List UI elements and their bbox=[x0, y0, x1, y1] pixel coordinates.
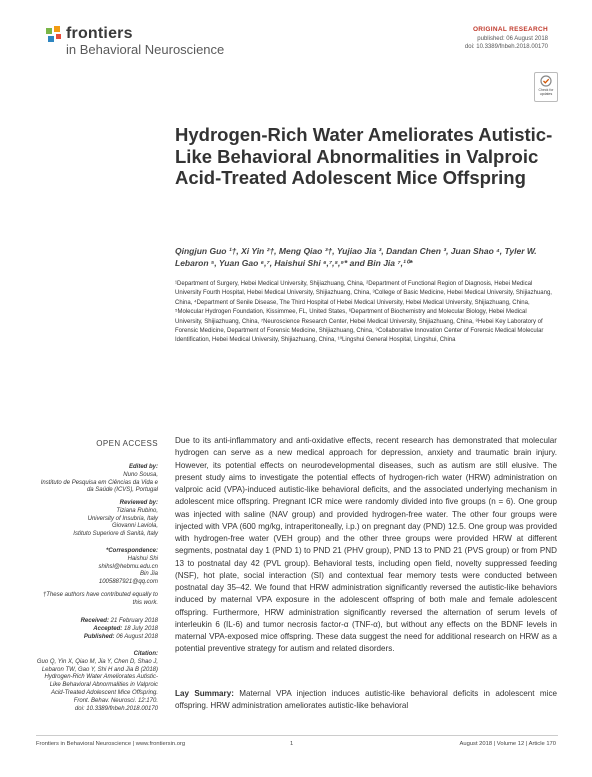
edited-by-block bbox=[36, 464, 158, 495]
equal-contribution-text: †These authors have contributed equally to this work. bbox=[42, 592, 158, 606]
citation-label: Citation: bbox=[133, 651, 158, 657]
lay-summary-text: Maternal VPA injection induces autistic-like behavioral deficits in adolescent mice offspring. HRW administration ameliorates autistic-like behavioral bbox=[175, 689, 558, 711]
corresponding-author-name: Bin Jia bbox=[139, 571, 158, 578]
corresponding-author-name: Haishui Shi bbox=[127, 555, 158, 562]
lay-summary bbox=[175, 688, 557, 713]
received-label: Received: bbox=[80, 618, 109, 624]
citation-text: Guo Q, Yin X, Qiao M, Jia Y, Chen D, Shao J, Lebaron TW, Gao Y, Shi H and Jia B (2018) Hydrogen-Rich Water Ameliorates Autistic-Like Behavioral Abnormalities in Valproic Acid-Treated Adolescent Mice Offspring. bbox=[36, 658, 158, 696]
footer-journal[interactable]: Frontiers in Behavioral Neuroscience | www.frontiersin.org bbox=[36, 741, 186, 747]
reviewer-affiliation: Istituto Superiore di Sanità, Italy bbox=[73, 531, 158, 538]
footer-volume: August 2018 | Volume 12 | Article 170 bbox=[459, 741, 556, 747]
page-number: 1 bbox=[290, 741, 294, 747]
reviewer-affiliation: University of Insubria, Italy bbox=[87, 515, 158, 522]
citation-journal: Front. Behav. Neurosci. 12:170. bbox=[73, 697, 158, 704]
published-label: Published: bbox=[83, 633, 115, 640]
reviewer-name: Tiziana Rubino, bbox=[116, 507, 158, 514]
reviewed-by-block bbox=[36, 500, 158, 539]
published-date: published: 06 August 2018 bbox=[477, 36, 548, 42]
journal-brand: frontiers bbox=[66, 25, 133, 42]
edited-by-label: Edited by: bbox=[128, 464, 158, 470]
citation-block bbox=[36, 651, 158, 713]
editor-affiliation: Instituto de Pesquisa em Ciências da Vida e da Saúde (ICVS), Portugal bbox=[40, 479, 158, 494]
frontiers-logo-icon bbox=[44, 26, 64, 46]
reviewer-name: Giovanni Laviola, bbox=[111, 523, 158, 530]
check-for-updates-badge[interactable] bbox=[534, 72, 558, 102]
published-date-sidebar: 06 August 2018 bbox=[116, 633, 158, 640]
article-title: Hydrogen-Rich Water Ameliorates Autistic-Like Behavioral Abnormalities in Valproic Acid-Treated Adolescent Mice Offspring bbox=[175, 124, 553, 188]
journal-name: in Behavioral Neuroscience bbox=[66, 42, 225, 57]
corresponding-author-email[interactable]: 1005887921@qq.com bbox=[98, 579, 158, 586]
author-list: Qingjun Guo ¹†, Xi Yin ²†, Meng Qiao ³†, Yujiao Jia ³, Dandan Chen ³, Juan Shao ⁴, Tyler W. Lebaron ⁵, Yuan Gao ⁶,⁷, Haishui Shi ⁶,⁷,⁸,⁹* and Bin Jia ⁷,¹⁰* bbox=[175, 246, 537, 268]
affiliations: ¹Department of Surgery, Hebei Medical University, Shijiazhuang, China, ²Department of Functional Region of Diagnosis, Hebei Medical University Fourth Hospital, Hebei Medical University, Shijiazhuang, China, ³College of Basic Medicine, Hebei Medical University, Shijiazhuang, China, ⁴Department of Senile Disease, The Third Hospital of Hebei Medical University, Hebei Medical University, Shijiazhuang, China, ⁵Molecular Hydrogen Foundation, Kissimmee, FL, United States, ⁶Department of Biochemistry and Molecular Biology, Hebei Medical University, Shijiazhuang, China, ⁷Neuroscience Research Center, Hebei Medical University, Shijiazhuang, China, ⁸Hebei Key Laboratory of Forensic Medicine, Department of Forensic Medicine, Shijiazhuang, China, ⁹Collaborative Innovation Center of Forensic Medical Molecular Identification, Hebei Medical University, Shijiazhuang, China, ¹⁰Lingshui General Hospital, Lingshui, China bbox=[175, 281, 552, 344]
reviewed-by-label: Reviewed by: bbox=[119, 500, 158, 506]
correspondence-block bbox=[36, 548, 158, 587]
editor-name: Nuno Sousa, bbox=[123, 471, 158, 478]
corresponding-author-email[interactable]: shihsl@hebmu.edu.cn bbox=[98, 563, 158, 570]
equal-contribution-note bbox=[36, 592, 158, 608]
check-updates-label: Check for updates bbox=[538, 88, 554, 96]
abstract-text: Due to its anti-inflammatory and anti-oxidative effects, recent research has demonstrated that molecular hydrogen can serve as a new medical approach for depression, anxiety and traumatic brain injury. However, its potential effects on neurodevelopmental diseases, such as autism are still elusive. The present study aims to investigate the potential effects of hydrogen-rich water (HRW) administration on valproic acid (VPA)-induced autistic-like behavioral deficits, and the associated underlying mechanism in adolescent mice offspring. Pregnant ICR mice were randomly divided into five groups (n = 6). One group was injected with saline (NAV group) and provided hydrogen-free water. The other four groups were injected with VPA (600 mg/kg, intraperitoneally, i.p.) on pregnant day (PND) 12.5. One group was provided with hydrogen-free water (VEH group) and the other three groups were provided HRW at different segments, postnatal day 1 (PND 1) to PND 21 (PHV group), PND 13 to PND 21 (PVS group) or from PND 13 to postnatal day 42 (PVL group). Behavioral tests, including open field, novelty suppressed feeding (NSF), hot plate, social interaction (SI) and contextual fear memory tests were conducted between postnatal day 35–42. We found that HRW administration significantly reversed the autistic-like behaviors induced by maternal VPA exposure in the adolescent offspring of both male and female adolescent offspring. Furthermore, HRW administration significantly reversed the alternation of serum levels of interleukin 6 (IL-6) and tumor necrosis factor-α (TNF-α), but without any effects on the BDNF levels in maternal VPA-exposed mice offspring. These data suggest the need for additional research on HRW as a potential preventive strategy for autism and related disorders. bbox=[175, 436, 557, 654]
accepted-label: Accepted: bbox=[93, 625, 123, 632]
check-updates-icon bbox=[540, 75, 552, 87]
accepted-date: 18 July 2018 bbox=[123, 625, 158, 632]
citation-doi[interactable]: doi: 10.3389/fnbeh.2018.00170 bbox=[74, 705, 158, 712]
open-access-label: OPEN ACCESS bbox=[96, 439, 158, 448]
article-doi[interactable]: doi: 10.3389/fnbeh.2018.00170 bbox=[464, 44, 548, 50]
footer-divider bbox=[36, 735, 558, 736]
article-type: ORIGINAL RESEARCH bbox=[472, 26, 548, 33]
correspondence-label: *Correspondence: bbox=[105, 548, 158, 554]
received-date: 21 February 2018 bbox=[110, 618, 158, 624]
lay-summary-label: Lay Summary: bbox=[175, 689, 234, 698]
dates-block bbox=[36, 618, 158, 641]
